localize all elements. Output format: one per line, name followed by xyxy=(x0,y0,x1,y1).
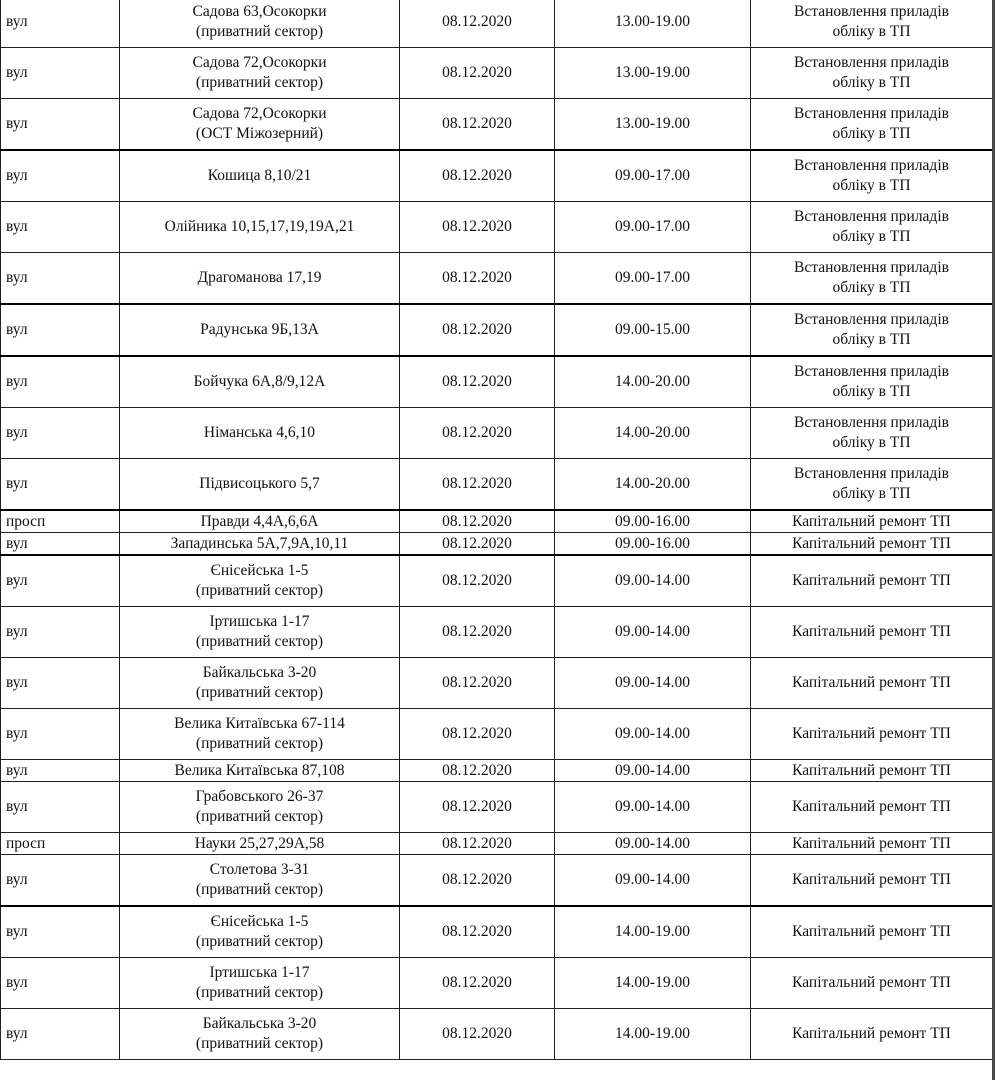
street-type-cell xyxy=(1,658,120,709)
table-row xyxy=(1,150,993,202)
street-type: просп xyxy=(6,834,46,852)
time-cell xyxy=(555,658,751,709)
work-description-cont: обліку в ТП xyxy=(832,279,911,296)
street-type: вул xyxy=(6,373,28,390)
street-type: вул xyxy=(6,974,28,991)
street-type-cell xyxy=(1,459,120,511)
address-cell xyxy=(120,760,400,782)
work-description: Встановлення приладів xyxy=(794,414,949,431)
address-line: Олійника 10,15,17,19,19А,21 xyxy=(164,218,355,235)
address-cell xyxy=(120,607,400,658)
table-row xyxy=(1,1009,993,1060)
outage-date: 08.12.2020 xyxy=(442,321,512,338)
time-cell xyxy=(555,607,751,658)
outage-date: 08.12.2020 xyxy=(442,623,512,640)
outage-time: 13.00-19.00 xyxy=(615,64,690,81)
work-cell xyxy=(751,459,993,511)
time-cell xyxy=(555,1009,751,1060)
street-type-cell xyxy=(1,253,120,305)
work-description: Встановлення приладів xyxy=(794,105,949,122)
address-note: (приватний сектор) xyxy=(195,633,324,650)
work-cell xyxy=(751,855,993,907)
street-type-cell xyxy=(1,533,120,556)
table-row xyxy=(1,202,993,253)
table-row xyxy=(1,510,993,533)
address-cell xyxy=(120,0,400,48)
street-type-cell xyxy=(1,408,120,459)
date-cell xyxy=(400,782,555,833)
outage-date: 08.12.2020 xyxy=(442,761,512,779)
outage-time: 09.00-14.00 xyxy=(615,674,690,691)
work-cell xyxy=(751,253,993,305)
work-cell xyxy=(751,658,993,709)
street-type: вул xyxy=(6,269,28,286)
date-cell xyxy=(400,958,555,1009)
work-description: Встановлення приладів xyxy=(794,465,949,482)
table-row xyxy=(1,99,993,151)
work-cell xyxy=(751,958,993,1009)
address-note: (приватний сектор) xyxy=(195,984,324,1001)
outage-date: 08.12.2020 xyxy=(442,1025,512,1042)
street-type-cell xyxy=(1,0,120,48)
street-type: вул xyxy=(6,424,28,441)
date-cell xyxy=(400,304,555,356)
work-description-cont: обліку в ТП xyxy=(832,383,911,400)
address-line: Столетова 3-31 xyxy=(209,861,310,878)
street-type-cell xyxy=(1,607,120,658)
street-type: вул xyxy=(6,674,28,691)
time-cell xyxy=(555,760,751,782)
outage-time: 09.00-17.00 xyxy=(615,218,690,235)
address-note: (приватний сектор) xyxy=(195,74,324,91)
outage-date: 08.12.2020 xyxy=(442,115,512,132)
date-cell xyxy=(400,356,555,408)
time-cell xyxy=(555,304,751,356)
street-type-cell xyxy=(1,510,120,533)
street-type: вул xyxy=(6,321,28,338)
street-type: вул xyxy=(6,923,28,940)
time-cell xyxy=(555,150,751,202)
street-type: вул xyxy=(6,115,28,132)
address-line: Іртишська 1-17 xyxy=(209,964,310,981)
work-cell xyxy=(751,0,993,48)
work-cell xyxy=(751,782,993,833)
work-cell xyxy=(751,150,993,202)
address-line: Байкальська 3-20 xyxy=(202,1015,317,1032)
address-line: Садова 72,Осокорки xyxy=(192,105,327,122)
street-type-cell xyxy=(1,855,120,907)
date-cell xyxy=(400,253,555,305)
outage-time: 09.00-17.00 xyxy=(615,167,690,184)
street-type-cell xyxy=(1,833,120,855)
work-description: Встановлення приладів xyxy=(794,363,949,380)
address-cell xyxy=(120,658,400,709)
street-type: вул xyxy=(6,218,28,235)
work-description: Капітальний ремонт ТП xyxy=(792,572,951,589)
outage-time: 09.00-16.00 xyxy=(615,534,690,552)
time-cell xyxy=(555,0,751,48)
street-type: вул xyxy=(6,475,28,492)
outage-date: 08.12.2020 xyxy=(442,475,512,492)
outage-time: 13.00-19.00 xyxy=(615,115,690,132)
street-type: просп xyxy=(6,512,46,530)
street-type: вул xyxy=(6,13,28,30)
address-cell xyxy=(120,253,400,305)
time-cell xyxy=(555,533,751,556)
time-cell xyxy=(555,855,751,907)
outage-date: 08.12.2020 xyxy=(442,923,512,940)
outage-date: 08.12.2020 xyxy=(442,424,512,441)
address-line: Правди 4,4А,6,6А xyxy=(200,512,319,530)
table-row xyxy=(1,253,993,305)
outage-time: 09.00-14.00 xyxy=(615,871,690,888)
date-cell xyxy=(400,833,555,855)
date-cell xyxy=(400,408,555,459)
street-type-cell xyxy=(1,555,120,607)
street-type: вул xyxy=(6,871,28,888)
address-cell xyxy=(120,510,400,533)
street-type: вул xyxy=(6,798,28,815)
address-line: Єнісейська 1-5 xyxy=(210,562,309,579)
time-cell xyxy=(555,356,751,408)
address-line: Підвисоцького 5,7 xyxy=(199,475,320,492)
outage-time: 14.00-20.00 xyxy=(615,475,690,492)
table-row xyxy=(1,833,993,855)
address-line: Іртишська 1-17 xyxy=(209,613,310,630)
work-cell xyxy=(751,356,993,408)
street-type: вул xyxy=(6,534,28,552)
address-line: Грабовського 26-37 xyxy=(195,788,324,805)
street-type-cell xyxy=(1,958,120,1009)
work-description: Встановлення приладів xyxy=(794,157,949,174)
table-row xyxy=(1,709,993,760)
address-cell xyxy=(120,709,400,760)
work-description: Капітальний ремонт ТП xyxy=(792,725,951,742)
address-cell xyxy=(120,782,400,833)
outage-date: 08.12.2020 xyxy=(442,974,512,991)
work-cell xyxy=(751,1009,993,1060)
work-description: Капітальний ремонт ТП xyxy=(792,674,951,691)
address-note: (приватний сектор) xyxy=(195,808,324,825)
work-description: Капітальний ремонт ТП xyxy=(792,623,951,640)
street-type-cell xyxy=(1,782,120,833)
date-cell xyxy=(400,202,555,253)
address-line: Садова 63,Осокорки xyxy=(192,3,327,20)
street-type-cell xyxy=(1,760,120,782)
date-cell xyxy=(400,459,555,511)
outage-time: 09.00-14.00 xyxy=(615,834,690,852)
address-cell xyxy=(120,533,400,556)
outage-date: 08.12.2020 xyxy=(442,534,512,552)
outage-date: 08.12.2020 xyxy=(442,871,512,888)
address-note: (приватний сектор) xyxy=(195,582,324,599)
date-cell xyxy=(400,760,555,782)
date-cell xyxy=(400,555,555,607)
outage-time: 09.00-14.00 xyxy=(615,798,690,815)
table-row xyxy=(1,658,993,709)
work-cell xyxy=(751,48,993,99)
outage-time: 09.00-14.00 xyxy=(615,725,690,742)
outage-date: 08.12.2020 xyxy=(442,269,512,286)
address-cell xyxy=(120,958,400,1009)
street-type-cell xyxy=(1,709,120,760)
table-row xyxy=(1,304,993,356)
address-cell xyxy=(120,408,400,459)
table-row xyxy=(1,356,993,408)
time-cell xyxy=(555,48,751,99)
work-cell xyxy=(751,99,993,151)
table-row xyxy=(1,555,993,607)
address-line: Байкальська 3-20 xyxy=(202,664,317,681)
address-note: (приватний сектор) xyxy=(195,23,324,40)
address-cell xyxy=(120,1009,400,1060)
table-body xyxy=(1,0,993,1060)
date-cell xyxy=(400,658,555,709)
work-description: Встановлення приладів xyxy=(794,311,949,328)
work-description: Встановлення приладів xyxy=(794,208,949,225)
table-row xyxy=(1,958,993,1009)
work-cell xyxy=(751,555,993,607)
address-cell xyxy=(120,459,400,511)
time-cell xyxy=(555,833,751,855)
address-line: Науки 25,27,29А,58 xyxy=(194,834,325,852)
work-description: Встановлення приладів xyxy=(794,54,949,71)
work-description-cont: обліку в ТП xyxy=(832,331,911,348)
outage-time: 09.00-14.00 xyxy=(615,761,690,779)
time-cell xyxy=(555,459,751,511)
street-type-cell xyxy=(1,99,120,151)
address-note: (приватний сектор) xyxy=(195,1035,324,1052)
address-cell xyxy=(120,356,400,408)
work-description: Встановлення приладів xyxy=(794,259,949,276)
work-cell xyxy=(751,607,993,658)
work-cell xyxy=(751,304,993,356)
street-type: вул xyxy=(6,761,28,779)
date-cell xyxy=(400,533,555,556)
address-line: Велика Китаївська 67-114 xyxy=(174,715,345,732)
work-description: Капітальний ремонт ТП xyxy=(792,534,951,552)
outage-date: 08.12.2020 xyxy=(442,798,512,815)
work-cell xyxy=(751,760,993,782)
work-cell xyxy=(751,202,993,253)
outage-time: 09.00-17.00 xyxy=(615,269,690,286)
address-cell xyxy=(120,855,400,907)
address-cell xyxy=(120,48,400,99)
address-line: Западинська 5А,7,9А,10,11 xyxy=(170,534,349,552)
address-cell xyxy=(120,555,400,607)
work-cell xyxy=(751,408,993,459)
date-cell xyxy=(400,607,555,658)
table-row xyxy=(1,0,993,48)
address-cell xyxy=(120,202,400,253)
table-row xyxy=(1,533,993,556)
date-cell xyxy=(400,48,555,99)
street-type-cell xyxy=(1,906,120,958)
work-description: Капітальний ремонт ТП xyxy=(792,761,951,779)
street-type-cell xyxy=(1,150,120,202)
address-line: Радунська 9Б,13А xyxy=(200,321,319,338)
work-cell xyxy=(751,709,993,760)
street-type-cell xyxy=(1,356,120,408)
table-row xyxy=(1,459,993,511)
outage-date: 08.12.2020 xyxy=(442,725,512,742)
outage-date: 08.12.2020 xyxy=(442,13,512,30)
work-description-cont: обліку в ТП xyxy=(832,485,911,502)
address-cell xyxy=(120,150,400,202)
address-cell xyxy=(120,833,400,855)
street-type-cell xyxy=(1,202,120,253)
work-description: Капітальний ремонт ТП xyxy=(792,798,951,815)
street-type: вул xyxy=(6,167,28,184)
address-line: Велика Китаївська 87,108 xyxy=(174,761,345,779)
work-description: Встановлення приладів xyxy=(794,3,949,20)
outage-time: 13.00-19.00 xyxy=(615,13,690,30)
time-cell xyxy=(555,958,751,1009)
table-row xyxy=(1,408,993,459)
outage-date: 08.12.2020 xyxy=(442,572,512,589)
table-row xyxy=(1,855,993,907)
date-cell xyxy=(400,855,555,907)
work-cell xyxy=(751,833,993,855)
work-description-cont: обліку в ТП xyxy=(832,177,911,194)
time-cell xyxy=(555,202,751,253)
outage-date: 08.12.2020 xyxy=(442,218,512,235)
outage-date: 08.12.2020 xyxy=(442,167,512,184)
date-cell xyxy=(400,906,555,958)
outage-date: 08.12.2020 xyxy=(442,512,512,530)
time-cell xyxy=(555,709,751,760)
table-row xyxy=(1,760,993,782)
address-line: Драгоманова 17,19 xyxy=(197,269,322,286)
outage-time: 14.00-19.00 xyxy=(615,974,690,991)
work-description: Капітальний ремонт ТП xyxy=(792,871,951,888)
outage-time: 14.00-19.00 xyxy=(615,1025,690,1042)
outage-date: 08.12.2020 xyxy=(442,834,512,852)
work-description-cont: обліку в ТП xyxy=(832,125,911,142)
address-line: Кошица 8,10/21 xyxy=(207,167,312,184)
date-cell xyxy=(400,0,555,48)
table-row xyxy=(1,607,993,658)
outage-time: 14.00-20.00 xyxy=(615,373,690,390)
street-type: вул xyxy=(6,623,28,640)
work-description: Капітальний ремонт ТП xyxy=(792,974,951,991)
outage-date: 08.12.2020 xyxy=(442,64,512,81)
street-type: вул xyxy=(6,572,28,589)
time-cell xyxy=(555,555,751,607)
outage-time: 09.00-15.00 xyxy=(615,321,690,338)
table-row xyxy=(1,906,993,958)
outage-time: 14.00-19.00 xyxy=(615,923,690,940)
date-cell xyxy=(400,99,555,151)
address-line: Бойчука 6А,8/9,12А xyxy=(193,373,326,390)
work-cell xyxy=(751,510,993,533)
date-cell xyxy=(400,150,555,202)
work-description-cont: обліку в ТП xyxy=(832,74,911,91)
address-line: Німанська 4,6,10 xyxy=(203,424,316,441)
outage-date: 08.12.2020 xyxy=(442,674,512,691)
work-description-cont: обліку в ТП xyxy=(832,434,911,451)
address-line: Єнісейська 1-5 xyxy=(210,913,309,930)
work-description-cont: обліку в ТП xyxy=(832,23,911,40)
address-line: Садова 72,Осокорки xyxy=(192,54,327,71)
street-type: вул xyxy=(6,1025,28,1042)
outage-time: 09.00-16.00 xyxy=(615,512,690,530)
street-type-cell xyxy=(1,48,120,99)
address-note: (ОСТ Міжозерний) xyxy=(195,125,324,142)
work-description-cont: обліку в ТП xyxy=(832,228,911,245)
street-type: вул xyxy=(6,64,28,81)
address-note: (приватний сектор) xyxy=(195,735,324,752)
time-cell xyxy=(555,906,751,958)
time-cell xyxy=(555,782,751,833)
date-cell xyxy=(400,510,555,533)
street-type-cell xyxy=(1,304,120,356)
address-cell xyxy=(120,304,400,356)
table-row xyxy=(1,782,993,833)
time-cell xyxy=(555,99,751,151)
outage-time: 09.00-14.00 xyxy=(615,623,690,640)
time-cell xyxy=(555,253,751,305)
outage-time: 09.00-14.00 xyxy=(615,572,690,589)
work-description: Капітальний ремонт ТП xyxy=(792,1025,951,1042)
work-description: Капітальний ремонт ТП xyxy=(792,512,951,530)
date-cell xyxy=(400,1009,555,1060)
work-cell xyxy=(751,533,993,556)
address-note: (приватний сектор) xyxy=(195,684,324,701)
address-cell xyxy=(120,99,400,151)
date-cell xyxy=(400,709,555,760)
table-row xyxy=(1,48,993,99)
street-type: вул xyxy=(6,725,28,742)
work-cell xyxy=(751,906,993,958)
outage-time: 14.00-20.00 xyxy=(615,424,690,441)
street-type-cell xyxy=(1,1009,120,1060)
time-cell xyxy=(555,408,751,459)
address-cell xyxy=(120,906,400,958)
address-note: (приватний сектор) xyxy=(195,881,324,898)
work-description: Капітальний ремонт ТП xyxy=(792,834,951,852)
address-note: (приватний сектор) xyxy=(195,933,324,950)
time-cell xyxy=(555,510,751,533)
outage-date: 08.12.2020 xyxy=(442,373,512,390)
work-description: Капітальний ремонт ТП xyxy=(792,923,951,940)
